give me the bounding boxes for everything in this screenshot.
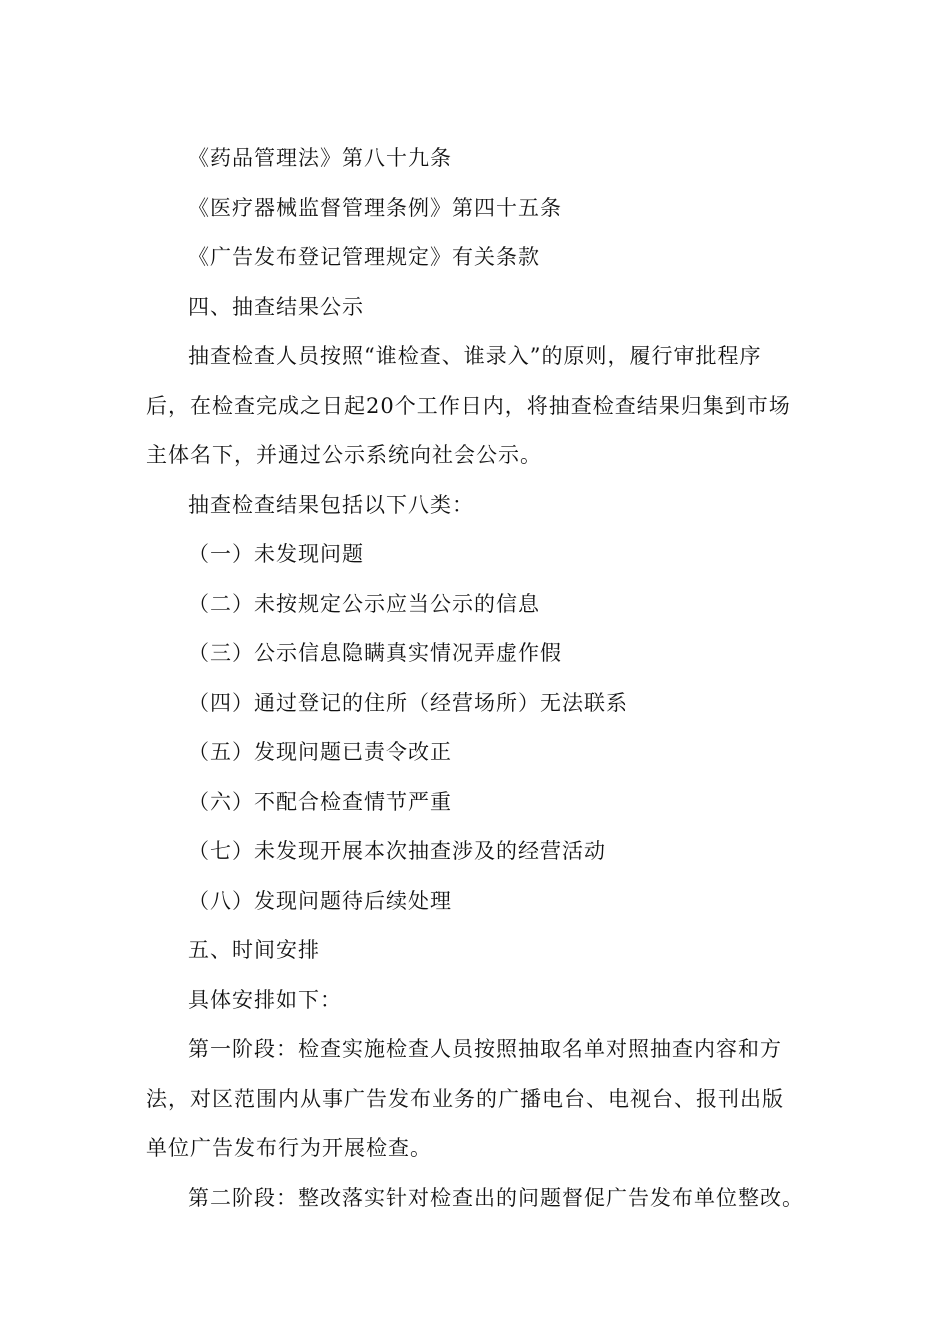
section-heading: 五、时间安排 (188, 938, 320, 962)
text-line: 《广告发布登记管理规定》有关条款 (188, 245, 540, 269)
text-line: 主体名下，并通过公示系统向社会公示。 (146, 443, 542, 467)
text-line: 单位广告发布行为开展检查。 (146, 1136, 432, 1160)
list-item: （八）发现问题待后续处理 (188, 888, 452, 913)
text-line: 《医疗器械监督管理条例》第四十五条 (188, 195, 562, 220)
list-item: （四）通过登记的住所（经营场所）无法联系 (188, 690, 628, 715)
list-item: （一）未发现问题 (188, 542, 364, 566)
list-item: （二）未按规定公示应当公示的信息 (188, 591, 540, 616)
text-line: 《药品管理法》第八十九条 (188, 146, 452, 170)
text-line: 第二阶段：整改落实针对检查出的问题督促广告发布单位整改。 (188, 1185, 804, 1210)
text-line: 第一阶段：检查实施检查人员按照抽取名单对照抽查内容和方 (188, 1037, 782, 1061)
text-line: 抽查检查结果包括以下八类： (188, 492, 474, 517)
text-line: 法，对区范围内从事广告发布业务的广播电台、电视台、报刊出版 (146, 1086, 784, 1111)
document-body (146, 134, 811, 1223)
section-heading: 四、抽查结果公示 (188, 294, 364, 319)
list-item: （七）未发现开展本次抽查涉及的经营活动 (188, 839, 606, 863)
list-item: （六）不配合检查情节严重 (188, 789, 452, 814)
text-line: 具体安排如下： (188, 987, 342, 1012)
list-item: （五）发现问题已责令改正 (188, 740, 452, 764)
text-line: 后，在检查完成之日起20个工作日内，将抽查检查结果归集到市场 (146, 393, 791, 418)
text-line: 抽查检查人员按照“谁检查、谁录入”的原则，履行审批程序 (188, 344, 762, 368)
list-item: （三）公示信息隐瞒真实情况弄虚作假 (188, 641, 562, 665)
